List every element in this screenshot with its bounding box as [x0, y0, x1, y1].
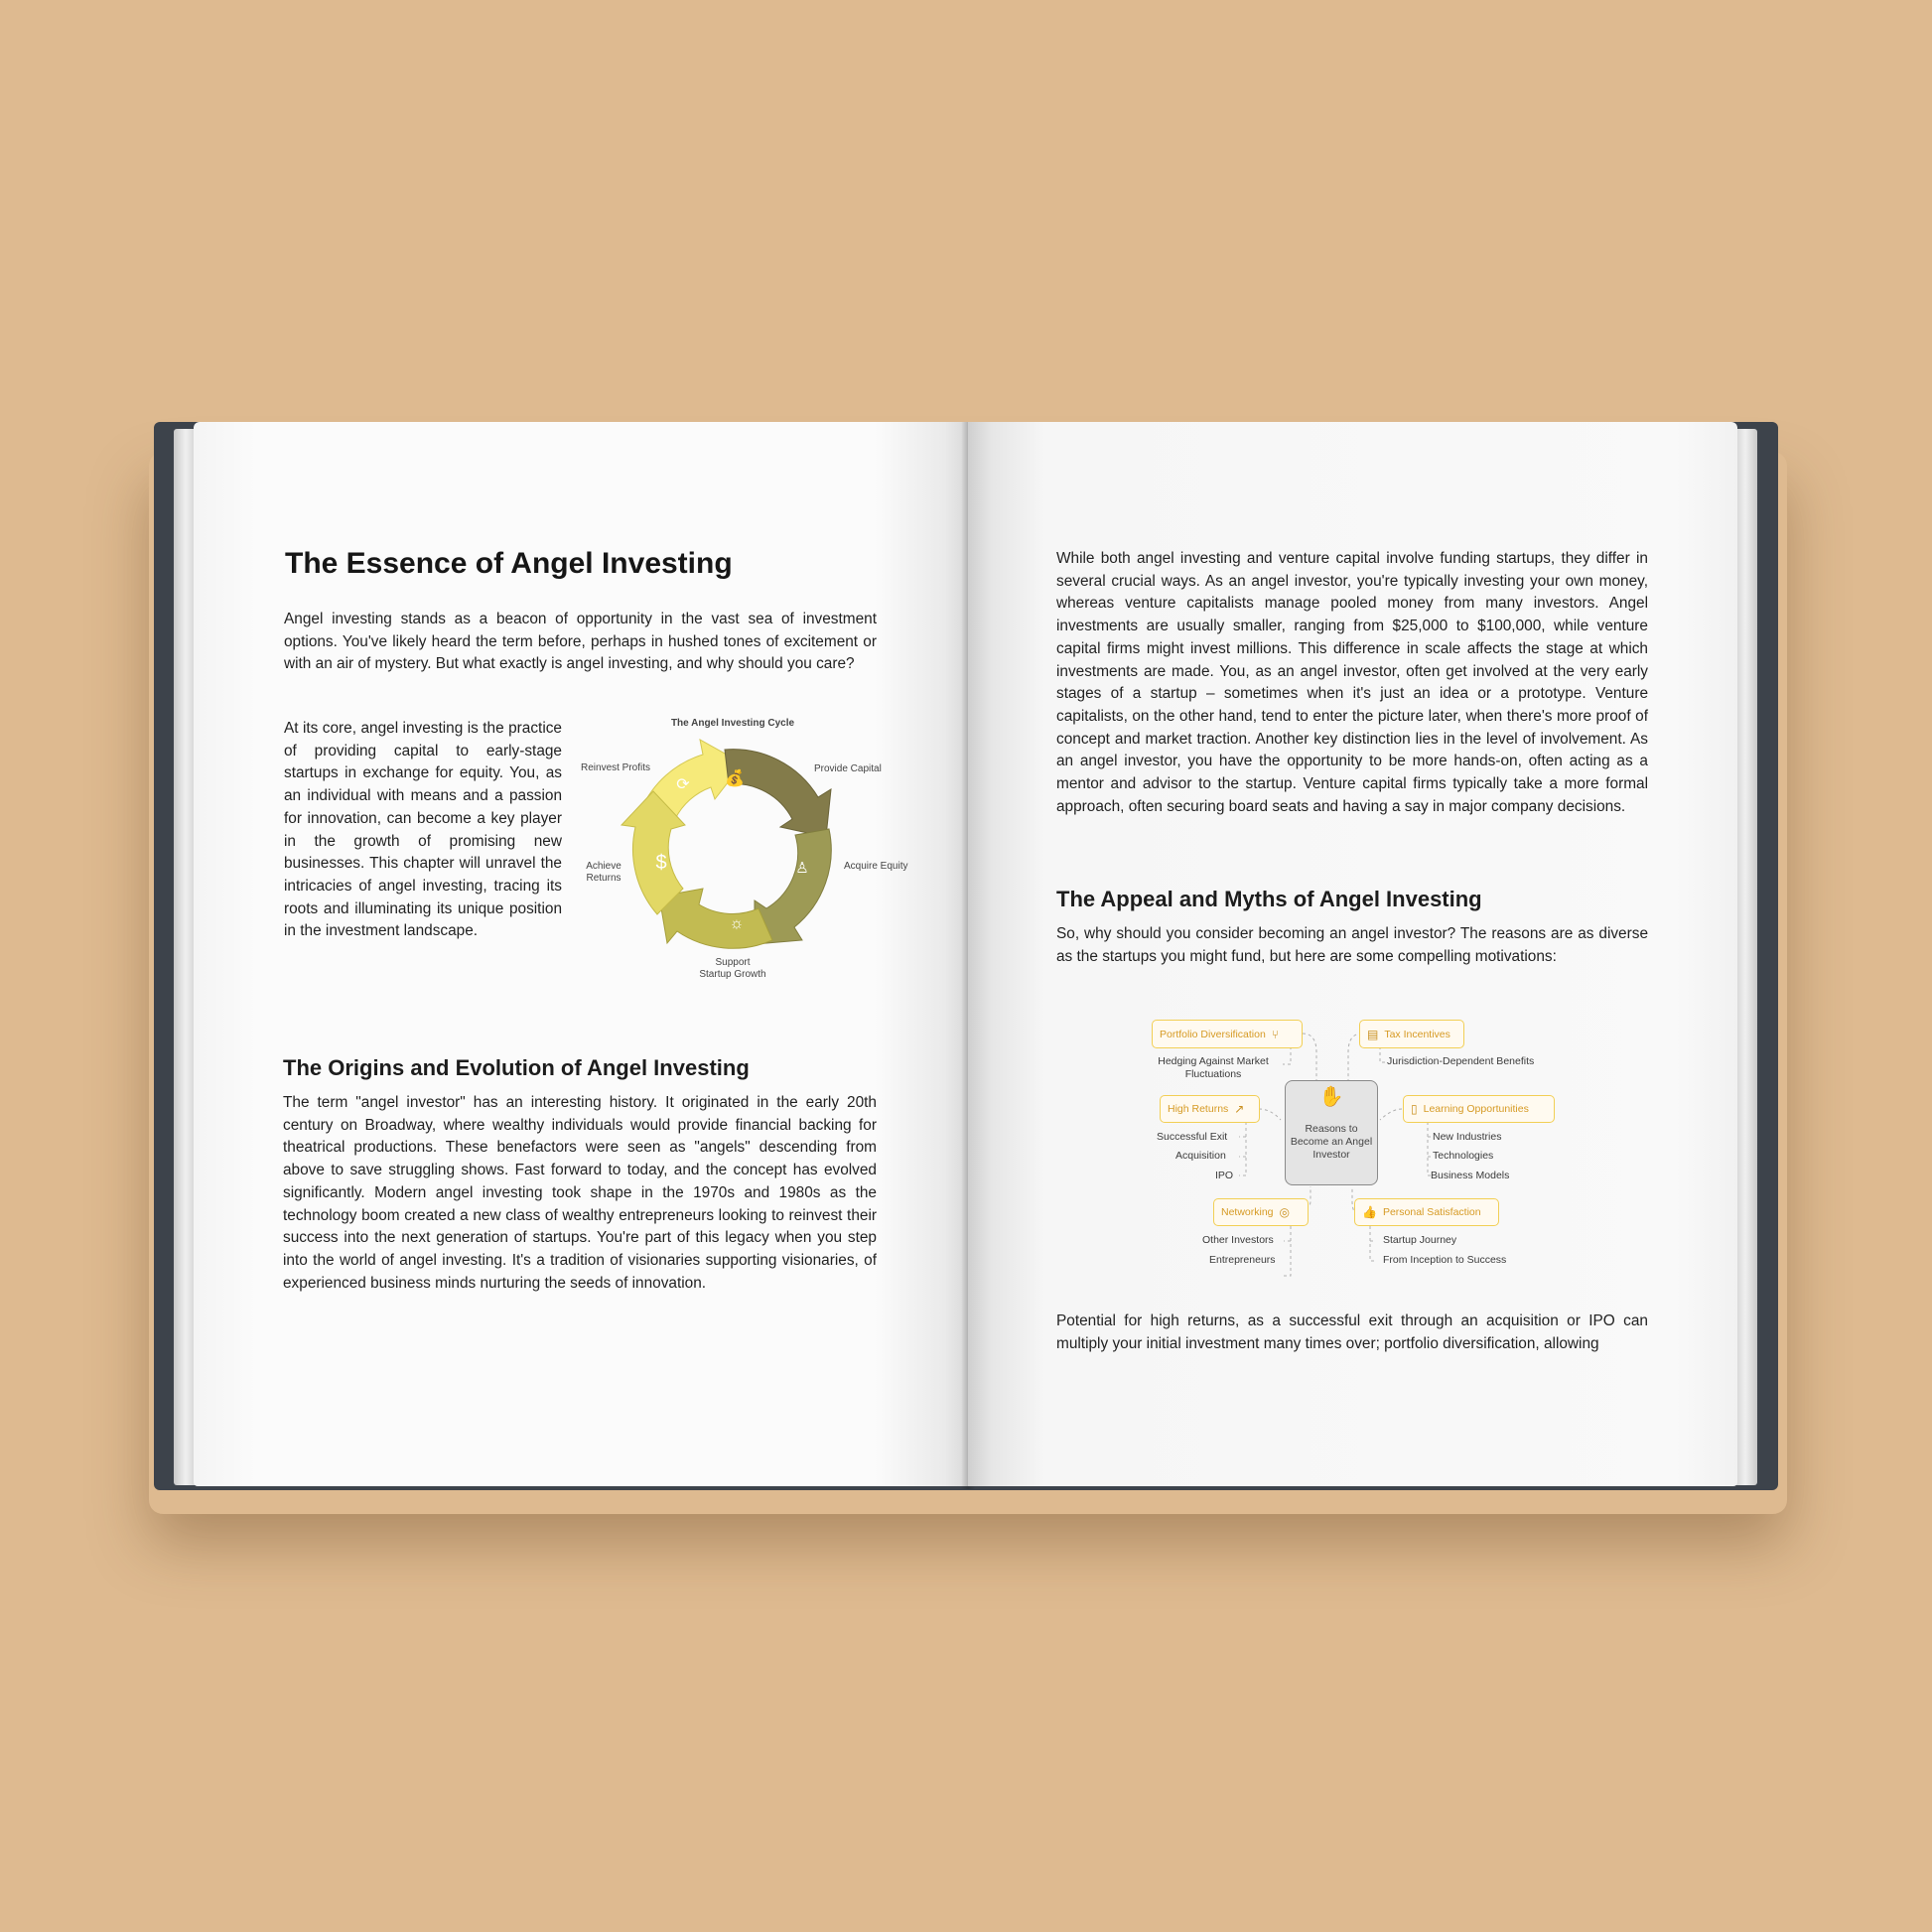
mind-map-center-label: Reasons to Become an Angel Investor [1290, 1123, 1373, 1161]
closing-paragraph: Potential for high returns, as a successful exit through an acquisition or IPO can multiply your initial investment many times over; portfolio diversification, allowing [1056, 1312, 1648, 1352]
angel-investing-cycle-diagram [576, 707, 918, 985]
sub-networking-2: Entrepreneurs [1209, 1254, 1276, 1266]
money-bag-hand-icon: 💰 [725, 770, 745, 787]
chapter-title: The Essence of Angel Investing [285, 547, 733, 580]
label-acquire-equity: Acquire Equity [844, 861, 908, 872]
sub-satisfaction-1: Startup Journey [1383, 1234, 1457, 1246]
label-reinvest-profits: Reinvest Profits [581, 762, 651, 773]
node-learning-opportunities [1403, 1095, 1555, 1123]
label-support-line1: Support [715, 957, 751, 968]
sun-rising-icon: ☼ [729, 915, 745, 932]
node-returns-label: High Returns [1168, 1103, 1229, 1115]
sub-learning-1: New Industries [1433, 1131, 1502, 1143]
refresh-coin-icon: ⟳ [676, 776, 690, 793]
mind-map-center [1285, 1080, 1378, 1185]
sub-satisfaction-2: From Inception to Success [1383, 1254, 1507, 1266]
globe-icon: ◎ [1279, 1205, 1291, 1219]
label-achieve-line1: Achieve [586, 861, 621, 872]
node-networking-label: Networking [1221, 1206, 1274, 1218]
sub-tax: Jurisdiction-Dependent Benefits [1387, 1055, 1535, 1067]
receipt-icon: ▤ [1367, 1027, 1379, 1041]
sub-portfolio-2: Fluctuations [1184, 1068, 1242, 1080]
origins-heading: The Origins and Evolution of Angel Investing [283, 1055, 750, 1080]
sub-learning-2: Technologies [1433, 1150, 1494, 1162]
label-support-line2: Startup Growth [699, 969, 766, 980]
node-portfolio-label: Portfolio Diversification [1160, 1028, 1266, 1040]
intro-paragraph: Angel investing stands as a beacon of opportunity in the vast sea of investment options. You've likely heard the term before, perhaps in hushed tones of excitement or with an air of mystery. But what exactly is angel investing, and why should you care? [284, 611, 877, 673]
book-icon: ▯ [1411, 1102, 1418, 1116]
node-learning-label: Learning Opportunities [1423, 1103, 1529, 1115]
label-achieve-line2: Returns [586, 873, 621, 884]
sub-networking-1: Other Investors [1202, 1234, 1274, 1246]
node-networking [1213, 1198, 1309, 1226]
hand-coin-icon: ✋ [1318, 1086, 1344, 1108]
node-high-returns [1160, 1095, 1260, 1123]
cycle-segment-support [659, 889, 772, 948]
cycle-segment-provide [725, 750, 831, 837]
node-personal-satisfaction [1354, 1198, 1499, 1226]
sub-returns-3: IPO [1215, 1170, 1234, 1181]
branch-icon: ⑂ [1271, 1027, 1279, 1041]
sub-portfolio-1: Hedging Against Market [1158, 1055, 1269, 1067]
vc-paragraph: While both angel investing and venture capital involve funding startups, they differ in several crucial ways. As an angel investor, you're typically investing your own money, whereas venture capitalists manage pooled money from many investors. Angel investments are usually smaller, ranging from $25,000 to $100,000, while venture capital firms might invest millions. This difference in scale affects the stage at which investments are made. You, as an angel investor, often get involved at the very early stages of a startup – sometimes when it's just an idea or a prototype. Venture capitalists, on the other hand, tend to enter the picture later, when there's more proof of concept and market traction. Another key distinction lies in the level of involvement. As an angel investor, you have the opportunity to be more hands-on, often acting as a mentor and advisor to the startup. Venture capital firms typically take a more formal approach, often securing board seats and having a say in major company decisions. [1056, 550, 1648, 815]
core-paragraph: At its core, angel investing is the practice of providing capital to early-stage startups in exchange for equity. You, as an individual with means and a passion for innovation, can become a key player in the growth of promising new businesses. This chapter will unravel the intricacies of angel investing, tracing its roots and illuminating its unique position in the investment landscape. [284, 720, 562, 940]
appeal-intro-paragraph: So, why should you consider becoming an angel investor? The reasons are as diverse as the startups you might fund, but here are some compelling motivations: [1056, 925, 1648, 965]
dollar-icon: $ [655, 852, 667, 874]
cycle-title: The Angel Investing Cycle [670, 718, 795, 729]
node-tax-label: Tax Incentives [1384, 1028, 1450, 1040]
person-bell-icon: ♙ [795, 860, 809, 877]
sub-returns-1: Successful Exit [1157, 1131, 1228, 1143]
thumbs-up-icon: 👍 [1362, 1205, 1377, 1219]
label-provide-capital: Provide Capital [814, 763, 882, 774]
sub-returns-2: Acquisition [1175, 1150, 1226, 1162]
appeal-heading: The Appeal and Myths of Angel Investing [1056, 887, 1482, 911]
node-satisfaction-label: Personal Satisfaction [1382, 1206, 1481, 1218]
chart-up-icon: ↗ [1234, 1102, 1245, 1116]
node-tax-incentives [1359, 1020, 1464, 1048]
origins-paragraph: The term "angel investor" has an interesting history. It originated in the early 20th century on Broadway, where wealthy individuals would provide financial backing for theatrical productions. These benefactors were seen as "angels" descending from above to save struggling shows. Fast forward to today, and the concept has evolved significantly. Modern angel investing took shape in the 1970s and 1980s as the technology boom created a new class of wealthy entrepreneurs looking to reinvest their success into the next generation of startups. You're part of this legacy when you step into the world of angel investing. It's a tradition of visionaries supporting visionaries, of experienced business minds nurturing the seeds of innovation. [283, 1094, 877, 1292]
node-portfolio-diversification [1152, 1020, 1303, 1048]
sub-learning-3: Business Models [1431, 1170, 1510, 1181]
sub-portfolio [1155, 1055, 1272, 1081]
